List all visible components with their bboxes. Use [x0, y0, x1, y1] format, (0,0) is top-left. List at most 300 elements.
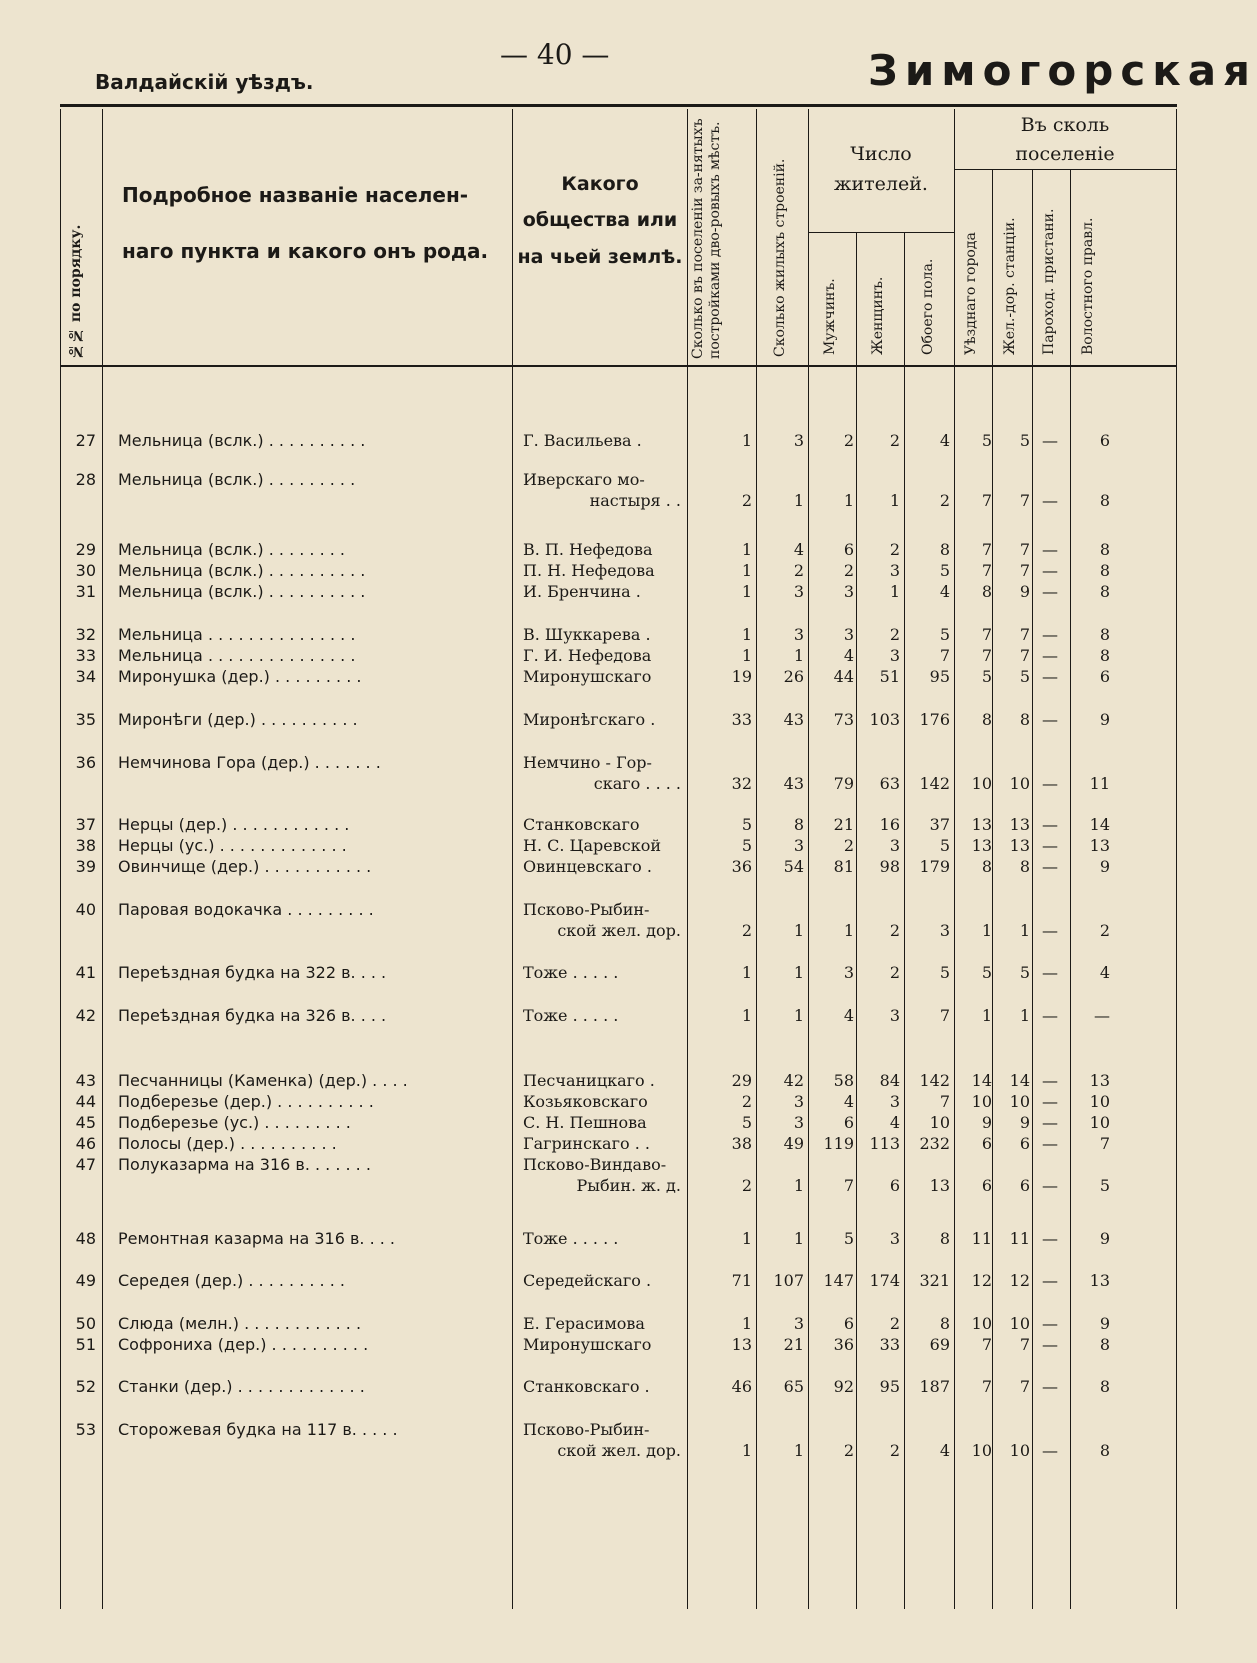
yards-count: 5	[741, 1113, 752, 1132]
buildings-count: 8	[793, 815, 804, 834]
place-name: Мельница (вслк.) . . . . . . . .	[118, 540, 346, 559]
yards-count: 1	[741, 431, 752, 450]
yards-count: 1	[741, 582, 752, 601]
buildings-count: 54	[783, 857, 804, 876]
men-count: 7	[843, 1176, 854, 1195]
men-count: 21	[833, 815, 854, 834]
women-count: 3	[889, 646, 900, 665]
women-count: 2	[889, 963, 900, 982]
women-count: 4	[889, 1113, 900, 1132]
distance-town: 7	[981, 491, 992, 510]
yards-count: 1	[741, 561, 752, 580]
distance-pier: —	[1042, 625, 1058, 644]
distance-town: 7	[981, 1377, 992, 1396]
distance-rail: 5	[1019, 667, 1030, 686]
distance-rail: 1	[1019, 1006, 1030, 1025]
data-table	[60, 109, 1177, 1609]
table-row	[60, 1377, 1177, 1401]
col-header-yards: Сколько въ поселеніи за-нятыхъ постройками дво-ровыхъ мѣстъ.	[690, 118, 723, 359]
society-name: В. Шуккарева .	[523, 625, 651, 644]
yards-count: 2	[741, 921, 752, 940]
table-row	[60, 1420, 1177, 1460]
buildings-count: 1	[793, 491, 804, 510]
yards-count: 5	[741, 815, 752, 834]
distance-pier: —	[1042, 1113, 1058, 1132]
yards-count: 5	[741, 836, 752, 855]
grid-line	[808, 232, 954, 233]
yards-count: 1	[741, 1441, 752, 1460]
total-count: 321	[919, 1271, 950, 1290]
table-row	[60, 1271, 1177, 1295]
row-number: 42	[75, 1006, 96, 1025]
distance-pier: —	[1042, 1229, 1058, 1248]
distance-volost: 8	[1099, 582, 1110, 601]
women-count: 98	[879, 857, 900, 876]
men-count: 81	[833, 857, 854, 876]
society-name: С. Н. Пешнова	[523, 1113, 647, 1132]
distance-volost: 6	[1099, 667, 1110, 686]
yards-count: 1	[741, 963, 752, 982]
yards-count: 36	[731, 857, 752, 876]
distance-rail: 7	[1019, 491, 1030, 510]
table-row	[60, 431, 1177, 455]
distance-town: 10	[971, 1441, 992, 1460]
place-name: Станки (дер.) . . . . . . . . . . . . .	[118, 1377, 365, 1396]
buildings-count: 3	[793, 836, 804, 855]
society-name: Г. Васильева .	[523, 431, 642, 450]
distance-volost: 2	[1099, 921, 1110, 940]
row-number: 41	[75, 963, 96, 982]
society-name: Станковскаго .	[523, 1377, 650, 1396]
women-count: 6	[889, 1176, 900, 1195]
table-row	[60, 667, 1177, 691]
women-count: 2	[889, 431, 900, 450]
place-name: Полосы (дер.) . . . . . . . . . .	[118, 1134, 337, 1153]
place-name: Мельница . . . . . . . . . . . . . . .	[118, 625, 356, 644]
women-count: 33	[879, 1335, 900, 1354]
distance-rail: 6	[1019, 1176, 1030, 1195]
col-header-men: Мужчинъ.	[822, 278, 838, 355]
women-count: 2	[889, 540, 900, 559]
total-count: 142	[919, 1071, 950, 1090]
table-row	[60, 1155, 1177, 1195]
table-row	[60, 1335, 1177, 1359]
men-count: 3	[843, 963, 854, 982]
society-name: Миронѣгскаго .	[523, 710, 656, 729]
distance-pier: —	[1042, 1006, 1058, 1025]
buildings-count: 107	[773, 1271, 804, 1290]
total-count: 95	[929, 667, 950, 686]
place-name: Немчинова Гора (дер.) . . . . . . .	[118, 753, 381, 772]
buildings-count: 3	[793, 431, 804, 450]
men-count: 4	[843, 1092, 854, 1111]
row-number: 34	[75, 667, 96, 686]
row-number: 37	[75, 815, 96, 834]
place-name: Сторожевая будка на 117 в. . . . .	[118, 1420, 398, 1439]
distance-rail: 10	[1009, 1092, 1030, 1111]
col-header-residents-line2: жителей.	[834, 173, 928, 196]
buildings-count: 49	[783, 1134, 804, 1153]
distance-pier: —	[1042, 667, 1058, 686]
distance-rail: 5	[1019, 431, 1030, 450]
table-row	[60, 470, 1177, 510]
volost-title: Зимогорская	[868, 46, 1257, 95]
row-number: 38	[75, 836, 96, 855]
distance-volost: 8	[1099, 561, 1110, 580]
women-count: 3	[889, 1092, 900, 1111]
buildings-count: 4	[793, 540, 804, 559]
row-number: 46	[75, 1134, 96, 1153]
distance-town: 10	[971, 1092, 992, 1111]
distance-volost: 10	[1089, 1092, 1110, 1111]
society-name: Песчаницкаго .	[523, 1071, 655, 1090]
distance-volost: 5	[1099, 1176, 1110, 1195]
place-name: Переѣздная будка на 322 в. . . .	[118, 963, 387, 982]
distance-volost: 8	[1099, 1441, 1110, 1460]
distance-volost: 14	[1089, 815, 1110, 834]
buildings-count: 43	[783, 710, 804, 729]
society-name: Козьяковскаго	[523, 1092, 648, 1111]
society-name: И. Бренчина .	[523, 582, 641, 601]
men-count: 58	[833, 1071, 854, 1090]
society-name-continued: настыря . .	[589, 491, 681, 510]
table-row	[60, 1229, 1177, 1253]
distance-pier: —	[1042, 1335, 1058, 1354]
distance-volost: 11	[1089, 774, 1110, 793]
top-rule	[60, 104, 1177, 107]
total-count: 8	[939, 540, 950, 559]
row-number: 44	[75, 1092, 96, 1111]
distance-rail: 7	[1019, 1377, 1030, 1396]
row-number: 30	[75, 561, 96, 580]
women-count: 2	[889, 1441, 900, 1460]
grid-line	[954, 169, 1176, 170]
distance-town: 7	[981, 646, 992, 665]
total-count: 5	[939, 561, 950, 580]
distance-pier: —	[1042, 1176, 1058, 1195]
distance-pier: —	[1042, 857, 1058, 876]
distance-volost: 9	[1099, 857, 1110, 876]
men-count: 44	[833, 667, 854, 686]
women-count: 84	[879, 1071, 900, 1090]
men-count: 4	[843, 1006, 854, 1025]
col-header-name-line1: Подробное названіе населен-	[122, 183, 469, 207]
total-count: 176	[919, 710, 950, 729]
distance-pier: —	[1042, 1377, 1058, 1396]
yards-count: 38	[731, 1134, 752, 1153]
row-number: 53	[75, 1420, 96, 1439]
society-name: Тоже . . . . .	[523, 963, 619, 982]
distance-town: 9	[981, 1113, 992, 1132]
distance-pier: —	[1042, 540, 1058, 559]
buildings-count: 3	[793, 582, 804, 601]
buildings-count: 42	[783, 1071, 804, 1090]
place-name: Миронушка (дер.) . . . . . . . . .	[118, 667, 362, 686]
distance-pier: —	[1042, 1271, 1058, 1290]
place-name: Мельница (вслк.) . . . . . . . . . .	[118, 582, 366, 601]
distance-town: 8	[981, 710, 992, 729]
total-count: 5	[939, 625, 950, 644]
society-name: Е. Герасимова	[523, 1314, 645, 1333]
society-name: Псково-Виндаво-	[523, 1155, 667, 1174]
distance-rail: 7	[1019, 625, 1030, 644]
distance-pier: —	[1042, 1441, 1058, 1460]
col-header-rail: Жел.-дор. станціи.	[1002, 217, 1018, 355]
distance-volost: 4	[1099, 963, 1110, 982]
women-count: 1	[889, 582, 900, 601]
row-number: 40	[75, 900, 96, 919]
society-name-continued: скаго . . . .	[593, 774, 681, 793]
men-count: 5	[843, 1229, 854, 1248]
distance-rail: 13	[1009, 836, 1030, 855]
total-count: 37	[929, 815, 950, 834]
distance-rail: 9	[1019, 582, 1030, 601]
distance-town: 8	[981, 857, 992, 876]
row-number: 52	[75, 1377, 96, 1396]
women-count: 2	[889, 1314, 900, 1333]
distance-volost: 8	[1099, 1377, 1110, 1396]
distance-rail: 8	[1019, 857, 1030, 876]
buildings-count: 3	[793, 1113, 804, 1132]
yards-count: 1	[741, 625, 752, 644]
distance-volost: 9	[1099, 710, 1110, 729]
men-count: 2	[843, 1441, 854, 1460]
distance-town: 5	[981, 431, 992, 450]
distance-town: 6	[981, 1134, 992, 1153]
place-name: Паровая водокачка . . . . . . . . .	[118, 900, 374, 919]
row-number: 36	[75, 753, 96, 772]
distance-town: 7	[981, 1335, 992, 1354]
table-row	[60, 963, 1177, 987]
place-name: Переѣздная будка на 326 в. . . .	[118, 1006, 387, 1025]
yards-count: 19	[731, 667, 752, 686]
row-number: 49	[75, 1271, 96, 1290]
buildings-count: 3	[793, 1092, 804, 1111]
buildings-count: 1	[793, 963, 804, 982]
buildings-count: 1	[793, 1006, 804, 1025]
distance-town: 6	[981, 1176, 992, 1195]
distance-rail: 13	[1009, 815, 1030, 834]
men-count: 6	[843, 540, 854, 559]
col-header-distance-line1: Въ сколь	[1020, 114, 1110, 136]
distance-town: 7	[981, 540, 992, 559]
distance-town: 10	[971, 1314, 992, 1333]
distance-rail: 11	[1009, 1229, 1030, 1248]
women-count: 95	[879, 1377, 900, 1396]
society-name: Иверскаго мо-	[523, 470, 645, 489]
distance-volost: 13	[1089, 1071, 1110, 1090]
yards-count: 1	[741, 540, 752, 559]
row-number: 39	[75, 857, 96, 876]
distance-rail: 7	[1019, 540, 1030, 559]
men-count: 2	[843, 431, 854, 450]
yards-count: 32	[731, 774, 752, 793]
total-count: 7	[939, 646, 950, 665]
yards-count: 1	[741, 1314, 752, 1333]
col-header-total: Обоего пола.	[920, 258, 936, 355]
distance-volost: 10	[1089, 1113, 1110, 1132]
buildings-count: 3	[793, 1314, 804, 1333]
society-name: Г. И. Нефедова	[523, 646, 652, 665]
society-name: Псково-Рыбин-	[523, 900, 650, 919]
men-count: 2	[843, 836, 854, 855]
col-header-society-line3: на чьей землѣ.	[517, 245, 683, 268]
distance-pier: —	[1042, 963, 1058, 982]
society-name: Миронушскаго	[523, 1335, 652, 1354]
place-name: Слюда (мелн.) . . . . . . . . . . . .	[118, 1314, 362, 1333]
society-name: Тоже . . . . .	[523, 1229, 619, 1248]
distance-town: 5	[981, 963, 992, 982]
distance-pier: —	[1042, 491, 1058, 510]
distance-town: 7	[981, 561, 992, 580]
buildings-count: 1	[793, 1176, 804, 1195]
distance-town: 8	[981, 582, 992, 601]
distance-town: 1	[981, 921, 992, 940]
distance-pier: —	[1042, 774, 1058, 793]
distance-rail: 7	[1019, 646, 1030, 665]
distance-town: 13	[971, 836, 992, 855]
distance-volost: 9	[1099, 1314, 1110, 1333]
distance-volost: 6	[1099, 431, 1110, 450]
men-count: 3	[843, 625, 854, 644]
women-count: 2	[889, 625, 900, 644]
total-count: 179	[919, 857, 950, 876]
distance-rail: 8	[1019, 710, 1030, 729]
distance-rail: 9	[1019, 1113, 1030, 1132]
col-header-pier: Пароход. пристани.	[1041, 208, 1057, 355]
men-count: 6	[843, 1314, 854, 1333]
distance-town: 5	[981, 667, 992, 686]
women-count: 174	[869, 1271, 900, 1290]
row-number: 48	[75, 1229, 96, 1248]
distance-pier: —	[1042, 921, 1058, 940]
place-name: Мельница (вслк.) . . . . . . . . . .	[118, 431, 366, 450]
total-count: 7	[939, 1092, 950, 1111]
men-count: 73	[833, 710, 854, 729]
table-row	[60, 710, 1177, 734]
distance-volost: 8	[1099, 491, 1110, 510]
table-row	[60, 1006, 1177, 1030]
distance-town: 1	[981, 1006, 992, 1025]
distance-volost: 8	[1099, 540, 1110, 559]
men-count: 1	[843, 491, 854, 510]
col-header-buildings: Сколько жилыхъ строеній.	[772, 158, 788, 357]
distance-rail: 1	[1019, 921, 1030, 940]
women-count: 63	[879, 774, 900, 793]
distance-volost: 8	[1099, 1335, 1110, 1354]
total-count: 142	[919, 774, 950, 793]
women-count: 3	[889, 836, 900, 855]
col-header-residents	[808, 139, 954, 200]
total-count: 69	[929, 1335, 950, 1354]
distance-rail: 14	[1009, 1071, 1030, 1090]
buildings-count: 2	[793, 561, 804, 580]
place-name: Подберезье (ус.) . . . . . . . . .	[118, 1113, 351, 1132]
society-name: Станковскаго	[523, 815, 640, 834]
women-count: 1	[889, 491, 900, 510]
society-name: Н. С. Царевской	[523, 836, 662, 855]
buildings-count: 21	[783, 1335, 804, 1354]
distance-pier: —	[1042, 1134, 1058, 1153]
society-name: Псково-Рыбин-	[523, 1420, 650, 1439]
distance-volost: 8	[1099, 625, 1110, 644]
buildings-count: 26	[783, 667, 804, 686]
yards-count: 71	[731, 1271, 752, 1290]
place-name: Нерцы (дер.) . . . . . . . . . . . .	[118, 815, 350, 834]
men-count: 4	[843, 646, 854, 665]
society-name: Тоже . . . . .	[523, 1006, 619, 1025]
distance-pier: —	[1042, 431, 1058, 450]
society-name: Середейскаго .	[523, 1271, 652, 1290]
distance-town: 12	[971, 1271, 992, 1290]
men-count: 2	[843, 561, 854, 580]
row-number: 51	[75, 1335, 96, 1354]
men-count: 79	[833, 774, 854, 793]
distance-rail: 10	[1009, 1441, 1030, 1460]
distance-pier: —	[1042, 1314, 1058, 1333]
yards-count: 2	[741, 1176, 752, 1195]
total-count: 7	[939, 1006, 950, 1025]
distance-volost: 7	[1099, 1134, 1110, 1153]
row-number: 27	[75, 431, 96, 450]
row-number: 45	[75, 1113, 96, 1132]
district-title: Валдайскій уѣздъ.	[95, 70, 314, 94]
table-row	[60, 582, 1177, 606]
total-count: 232	[919, 1134, 950, 1153]
men-count: 3	[843, 582, 854, 601]
men-count: 36	[833, 1335, 854, 1354]
distance-pier: —	[1042, 646, 1058, 665]
col-header-society-line1: Какого	[561, 173, 639, 195]
place-name: Мельница (вслк.) . . . . . . . . .	[118, 470, 356, 489]
total-count: 5	[939, 836, 950, 855]
women-count: 3	[889, 1229, 900, 1248]
col-header-residents-line1: Число	[850, 143, 912, 165]
women-count: 51	[879, 667, 900, 686]
men-count: 1	[843, 921, 854, 940]
women-count: 2	[889, 921, 900, 940]
place-name: Нерцы (ус.) . . . . . . . . . . . . .	[118, 836, 347, 855]
place-name: Середея (дер.) . . . . . . . . . .	[118, 1271, 345, 1290]
women-count: 16	[879, 815, 900, 834]
buildings-count: 1	[793, 921, 804, 940]
women-count: 113	[869, 1134, 900, 1153]
total-count: 3	[939, 921, 950, 940]
society-name-continued: ской жел. дор.	[557, 921, 681, 940]
total-count: 2	[939, 491, 950, 510]
row-number: 33	[75, 646, 96, 665]
row-number: 43	[75, 1071, 96, 1090]
place-name: Миронѣги (дер.) . . . . . . . . . .	[118, 710, 358, 729]
yards-count: 33	[731, 710, 752, 729]
table-row	[60, 857, 1177, 881]
distance-volost: 9	[1099, 1229, 1110, 1248]
row-number: 31	[75, 582, 96, 601]
men-count: 119	[823, 1134, 854, 1153]
society-name: В. П. Нефедова	[523, 540, 653, 559]
col-header-volost-admin: Волостного правл.	[1080, 217, 1096, 355]
society-name: Немчино - Гор-	[523, 753, 652, 772]
total-count: 4	[939, 582, 950, 601]
distance-rail: 6	[1019, 1134, 1030, 1153]
col-header-name	[122, 179, 502, 267]
buildings-count: 65	[783, 1377, 804, 1396]
row-number: 32	[75, 625, 96, 644]
row-number: 29	[75, 540, 96, 559]
society-name: Миронушскаго	[523, 667, 652, 686]
table-row	[60, 753, 1177, 793]
buildings-count: 43	[783, 774, 804, 793]
